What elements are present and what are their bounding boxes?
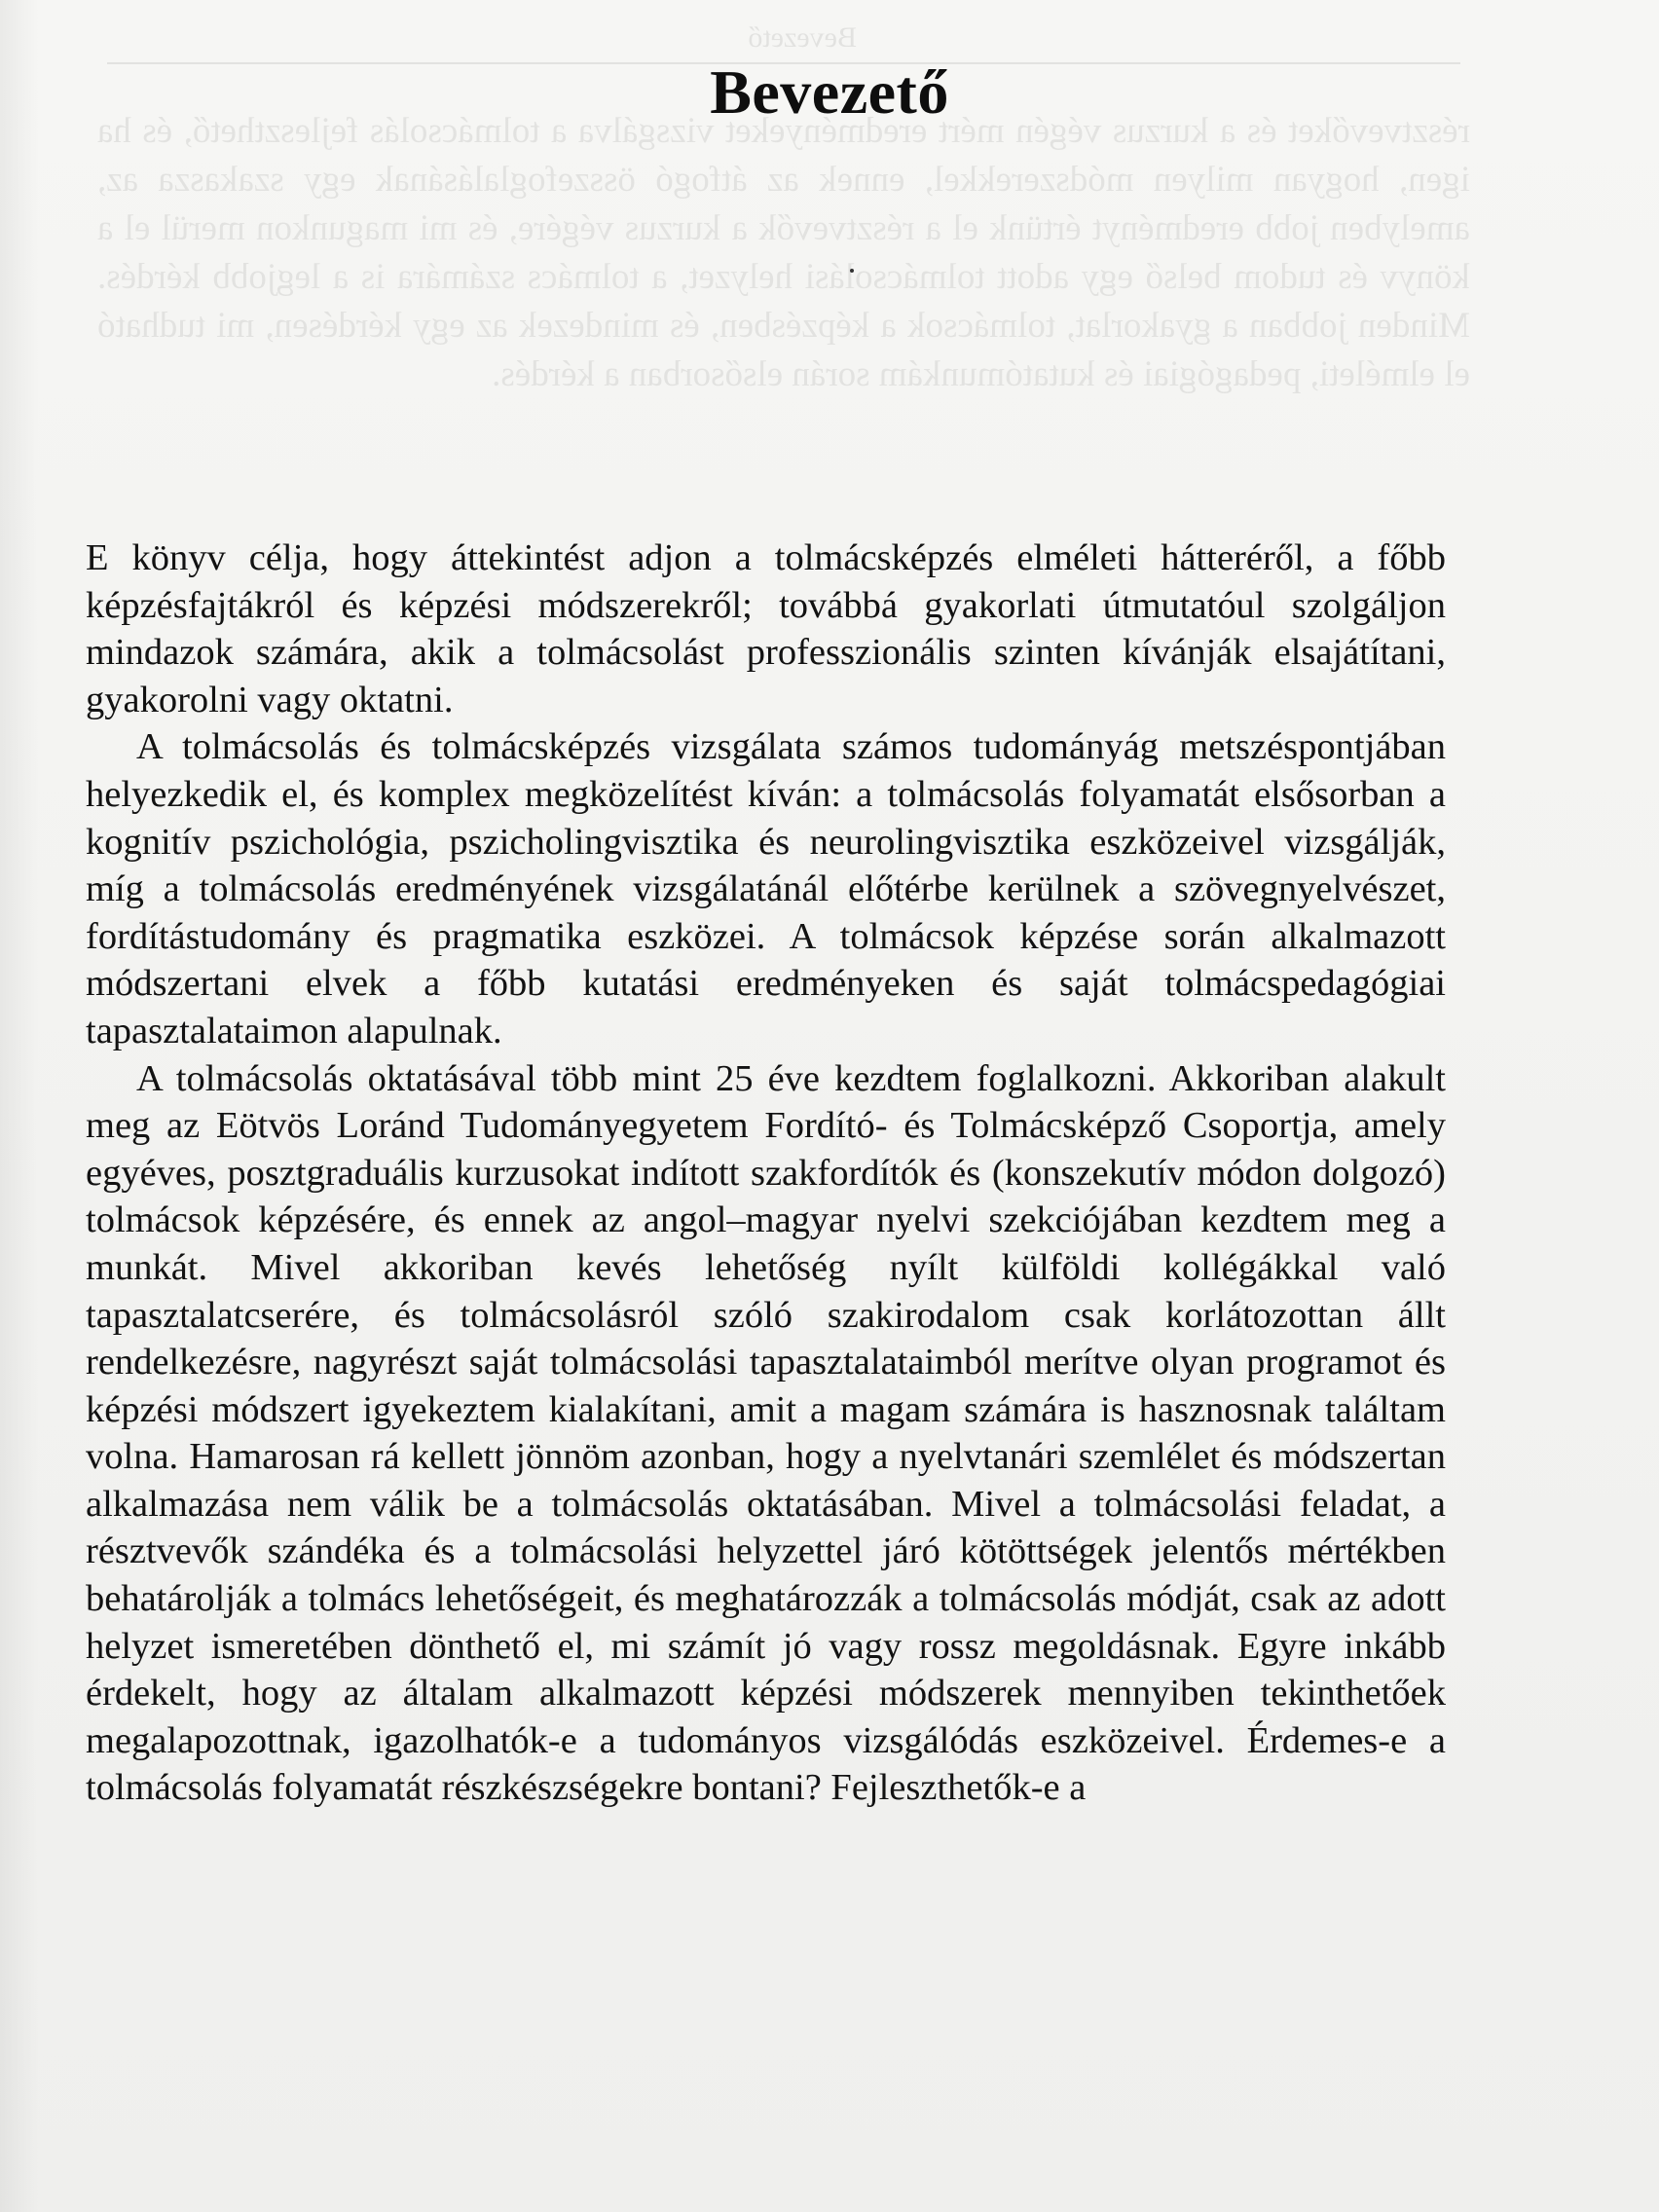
show-through-text: résztvevőket és a kurzus végén mért eredményeket vizsgálva a tolmácsolás fejleszthető, és ha igen, hogyan milyen módszerekkel, ennek az átfogó összefoglalásának egy szakasza az, amelyben jobb eredményt értünk el a résztvevők a kurzus végére, és mi magunkon merül el a könyv és tudom belső egy adott tolmácsolási helyzet, a tolmács számára is a legjobb kérdés. Minden jobban a gyakorlat, tolmácsok a képzésben, és mindezek az egy kérdésen, mi tudható el elméleti, pedagógiai és kutatómunkám során elsősorban a kérdés.	[97, 111, 1470, 394]
ink-speck	[850, 269, 854, 273]
paragraph: E könyv célja, hogy áttekintést adjon a tolmácsképzés elméleti hátteréről, a főbb képzésfajtákról és képzési módszerekről; továbbá gyakorlati útmutatóul szolgáljon mindazok számára, akik a tolmácsolást professzionális szinten kívánják elsajátítani, gyakorolni vagy oktatni.	[86, 537, 1446, 720]
show-through-running-head: Bevezető	[748, 21, 857, 54]
paragraph: A tolmácsolás oktatásával több mint 25 éve kezdtem foglalkozni. Akkoriban alakult meg az Eötvös Loránd Tudományegyetem Fordító- és Tolmácsképző Csoportja, amely egyéves, posztgraduális kurzusokat indított szakfordítók és (konszekutív módon dolgozó) tolmácsok képzésére, és ennek az angol–magyar nyelvi szekciójában kezdtem meg a munkát. Mivel akkoriban kevés lehetőség nyílt külföldi kollégákkal való tapasztalatcserére, és tolmácsolásról szóló szakirodalom csak korlátozottan állt rendelkezésre, nagyrészt saját tolmácsolási tapasztalataimból merítve olyan programot és képzési módszert igyekeztem kialakítani, amit a magam számára is hasznosnak találtam volna. Hamarosan rá kellett jönnöm azonban, hogy a nyelvtanári szemlélet és módszertan alkalmazása nem válik be a tolmácsolás oktatásában. Mivel a tolmácsolási feladat, a résztvevők szándéka és a tolmácsolási helyzettel járó kötöttségek jelentős mértékben behatárolják a tolmács lehetőségeit, és meghatározzák a tolmácsolás módját, csak az adott helyzet ismeretében dönthető el, mi számít jó vagy rossz megoldásnak. Egyre inkább érdekelt, hogy az általam alkalmazott képzési módszerek mennyiben tekinthetőek megalapozottnak, igazolhatók-e a tudományos vizsgálódás eszközeivel. Érdemes-e a tolmácsolás folyamatát részkészségekre bontani? Fejleszthetők-e a	[86, 1057, 1446, 1809]
paragraph: A tolmácsolás és tolmácsképzés vizsgálata számos tudományág metszéspontjában helyezkedik el, és komplex megközelítést kíván: a tolmácsolás folyamatát elsősorban a kognitív pszichológia, pszicholingvisztika és neurolingvisztika eszközeivel vizsgálják, míg a tolmácsolás eredményének vizsgálatánál előtérbe kerülnek a szövegnyelvészet, fordítástudomány és pragmatika eszközei. A tolmácsok képzése során alkalmazott módszertani elvek a főbb kutatási eredményeken és saját tolmácspedagógiai tapasztalataimon alapulnak.	[86, 726, 1446, 1051]
body-text	[86, 535, 1446, 1812]
page-title: Bevezető	[710, 57, 949, 127]
